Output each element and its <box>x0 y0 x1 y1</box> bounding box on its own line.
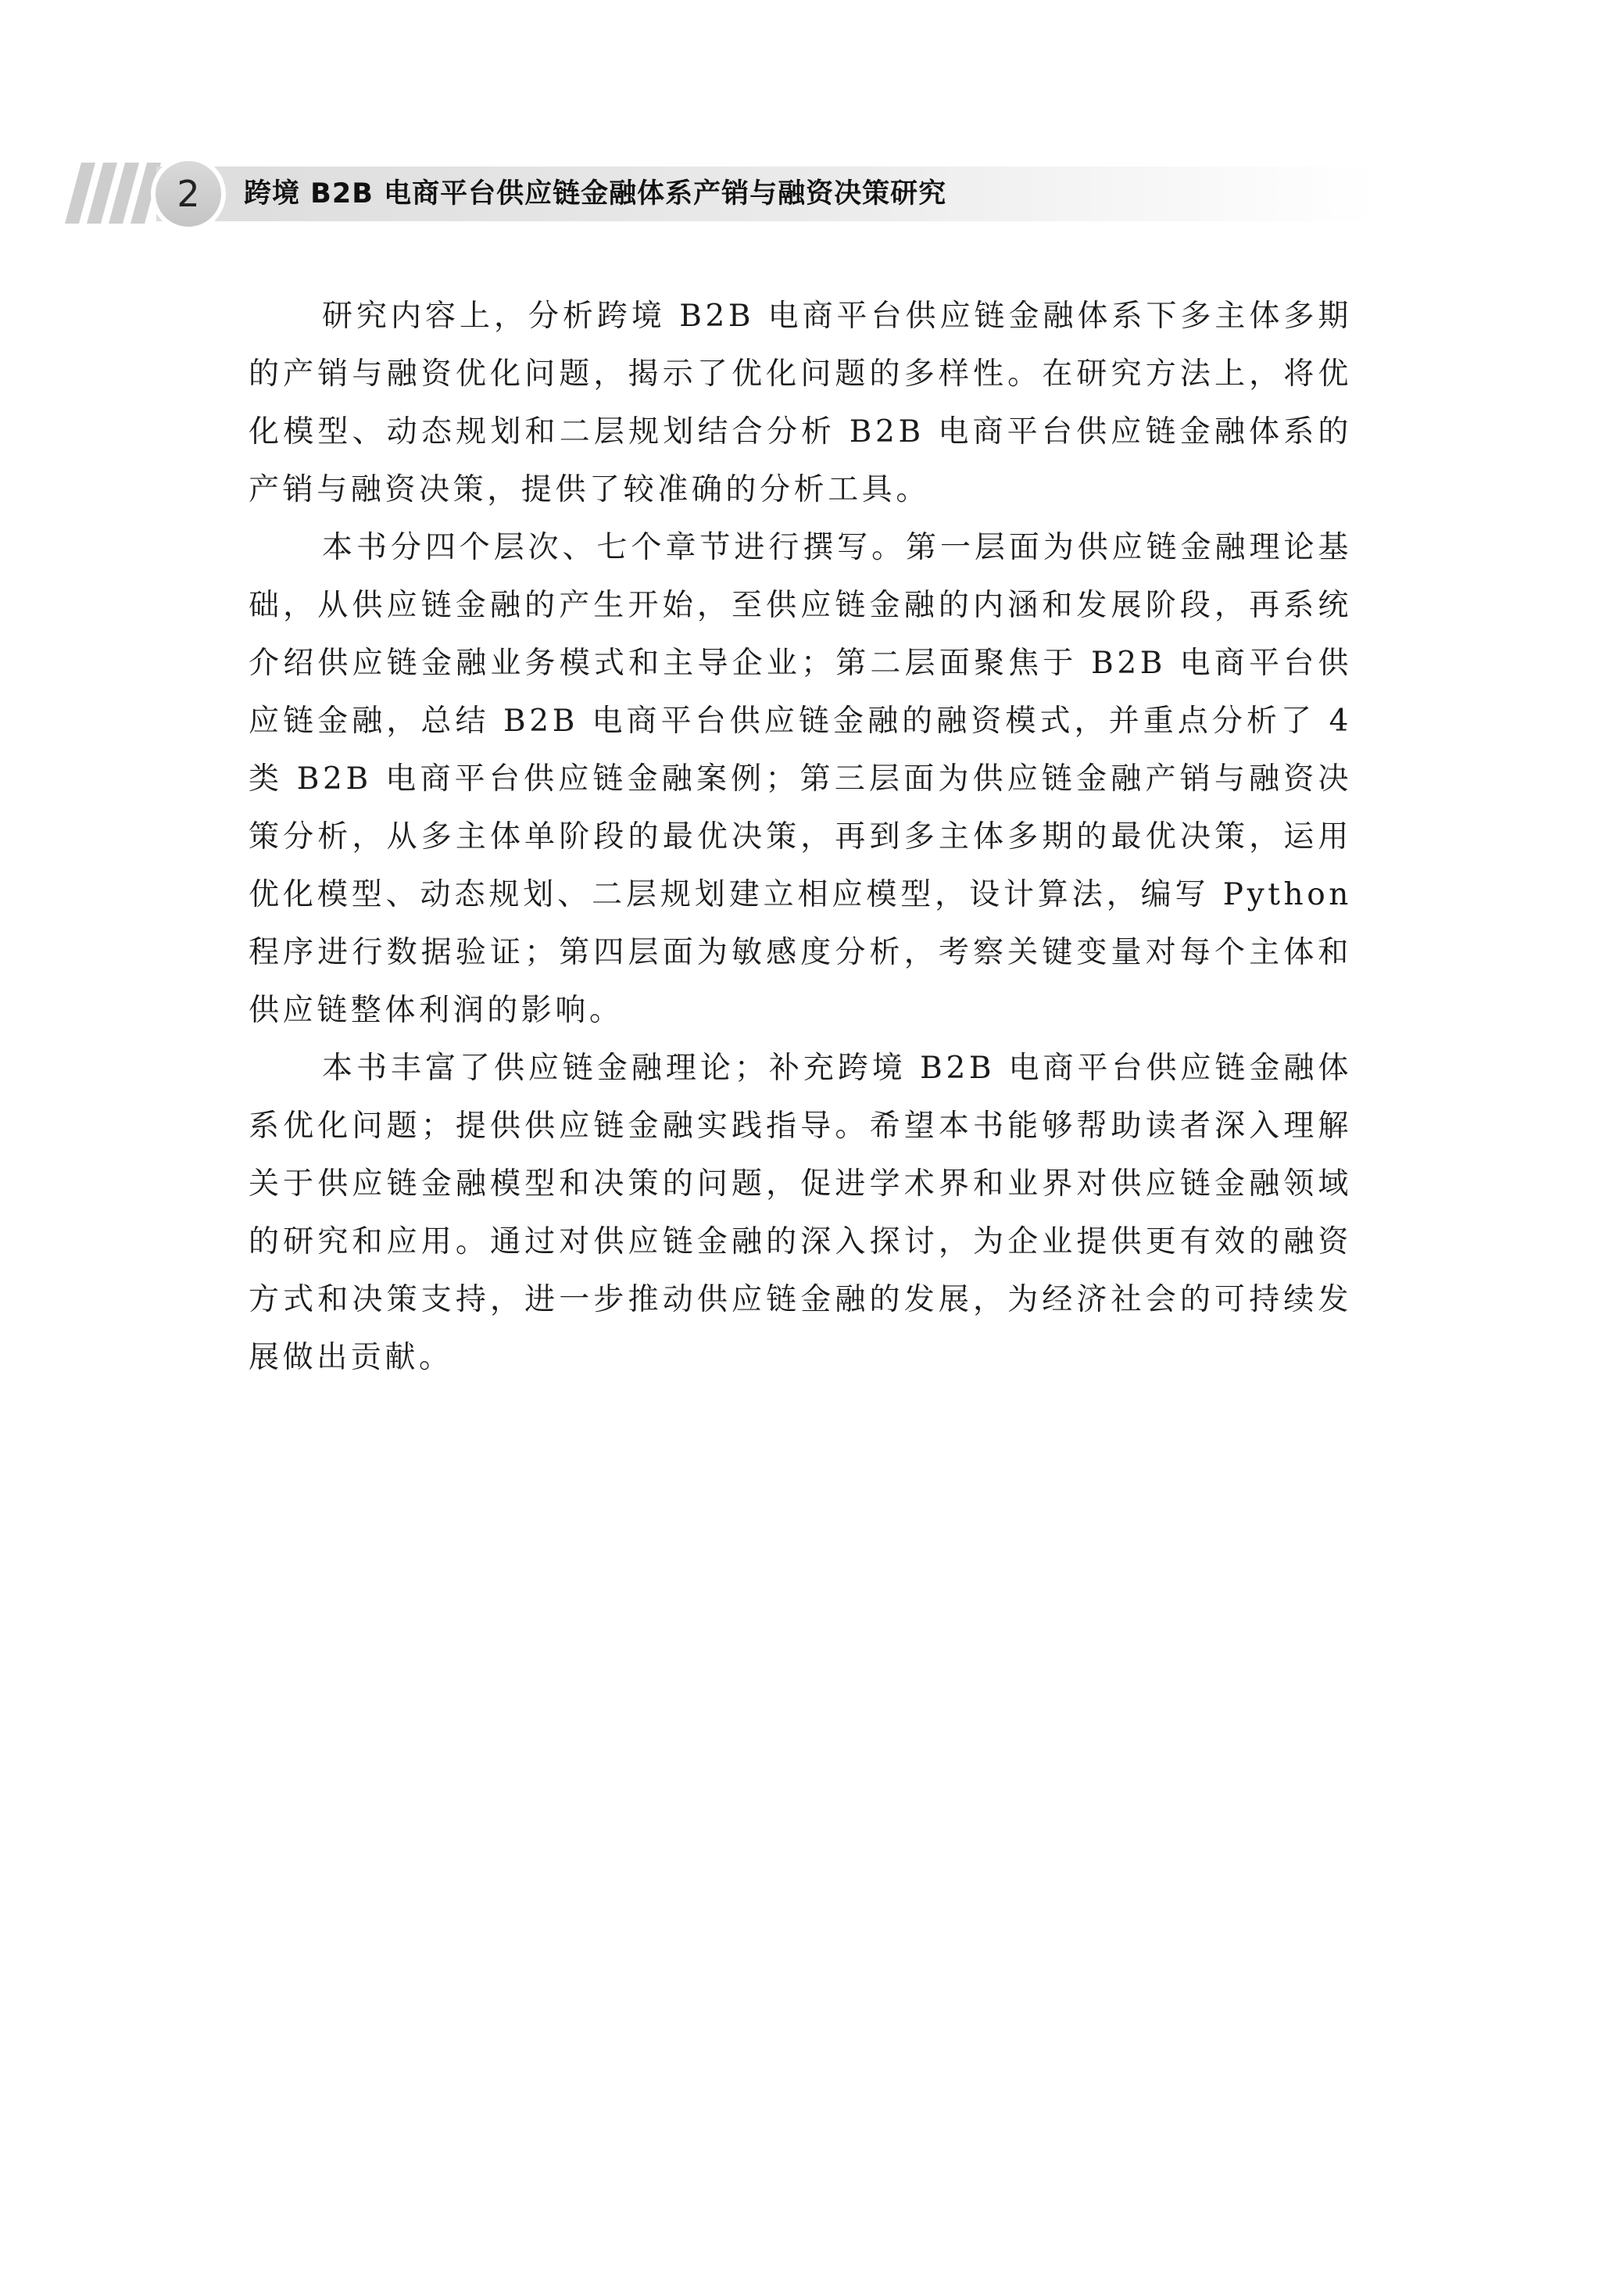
header-decoration <box>0 0 1624 266</box>
paragraph-contributions: 本书丰富了供应链金融理论；补充跨境 B2B 电商平台供应链金融体系优化问题；提供供应链金融实践指导。希望本书能够帮助读者深入理解关于供应链金融模型和决策的问题，促进学术界和业界对供应链金融领域的研究和应用。通过对供应链金融的深入探讨，为企业提供更有效的融资方式和决策支持，进一步推动供应链金融的发展，为经济社会的可持续发展做出贡献。 <box>249 1051 1352 1375</box>
header-stripes <box>65 163 161 224</box>
paragraph-book-structure: 本书分四个层次、七个章节进行撰写。第一层面为供应链金融理论基础，从供应链金融的产生开始，至供应链金融的内涵和发展阶段，再系统介绍供应链金融业务模式和主导企业；第二层面聚焦于 B2B 电商平台供应链金融，总结 B2B 电商平台供应链金融的融资模式，并重点分析了 4 类 B2B 电商平台供应链金融案例；第三层面为供应链金融产销与融资决策分析，从多主体单阶段的最优决策，再到多主体多期的最优决策，运用优化模型、动态规划、二层规划建立相应模型，设计算法，编写 Python 程序进行数据验证；第四层面为敏感度分析，考察关键变量对每个主体和供应链整体利润的影响。 <box>249 530 1352 1028</box>
running-header <box>0 0 1624 266</box>
page-number: 2 <box>177 173 200 215</box>
running-title: 跨境 B2B 电商平台供应链金融体系产销与融资决策研究 <box>244 178 947 210</box>
body-text <box>249 288 1352 1387</box>
paragraph-research-content: 研究内容上，分析跨境 B2B 电商平台供应链金融体系下多主体多期的产销与融资优化问题，揭示了优化问题的多样性。在研究方法上，将优化模型、动态规划和二层规划结合分析 B2B 电商平台供应链金融体系的产销与融资决策，提供了较准确的分析工具。 <box>249 299 1352 507</box>
